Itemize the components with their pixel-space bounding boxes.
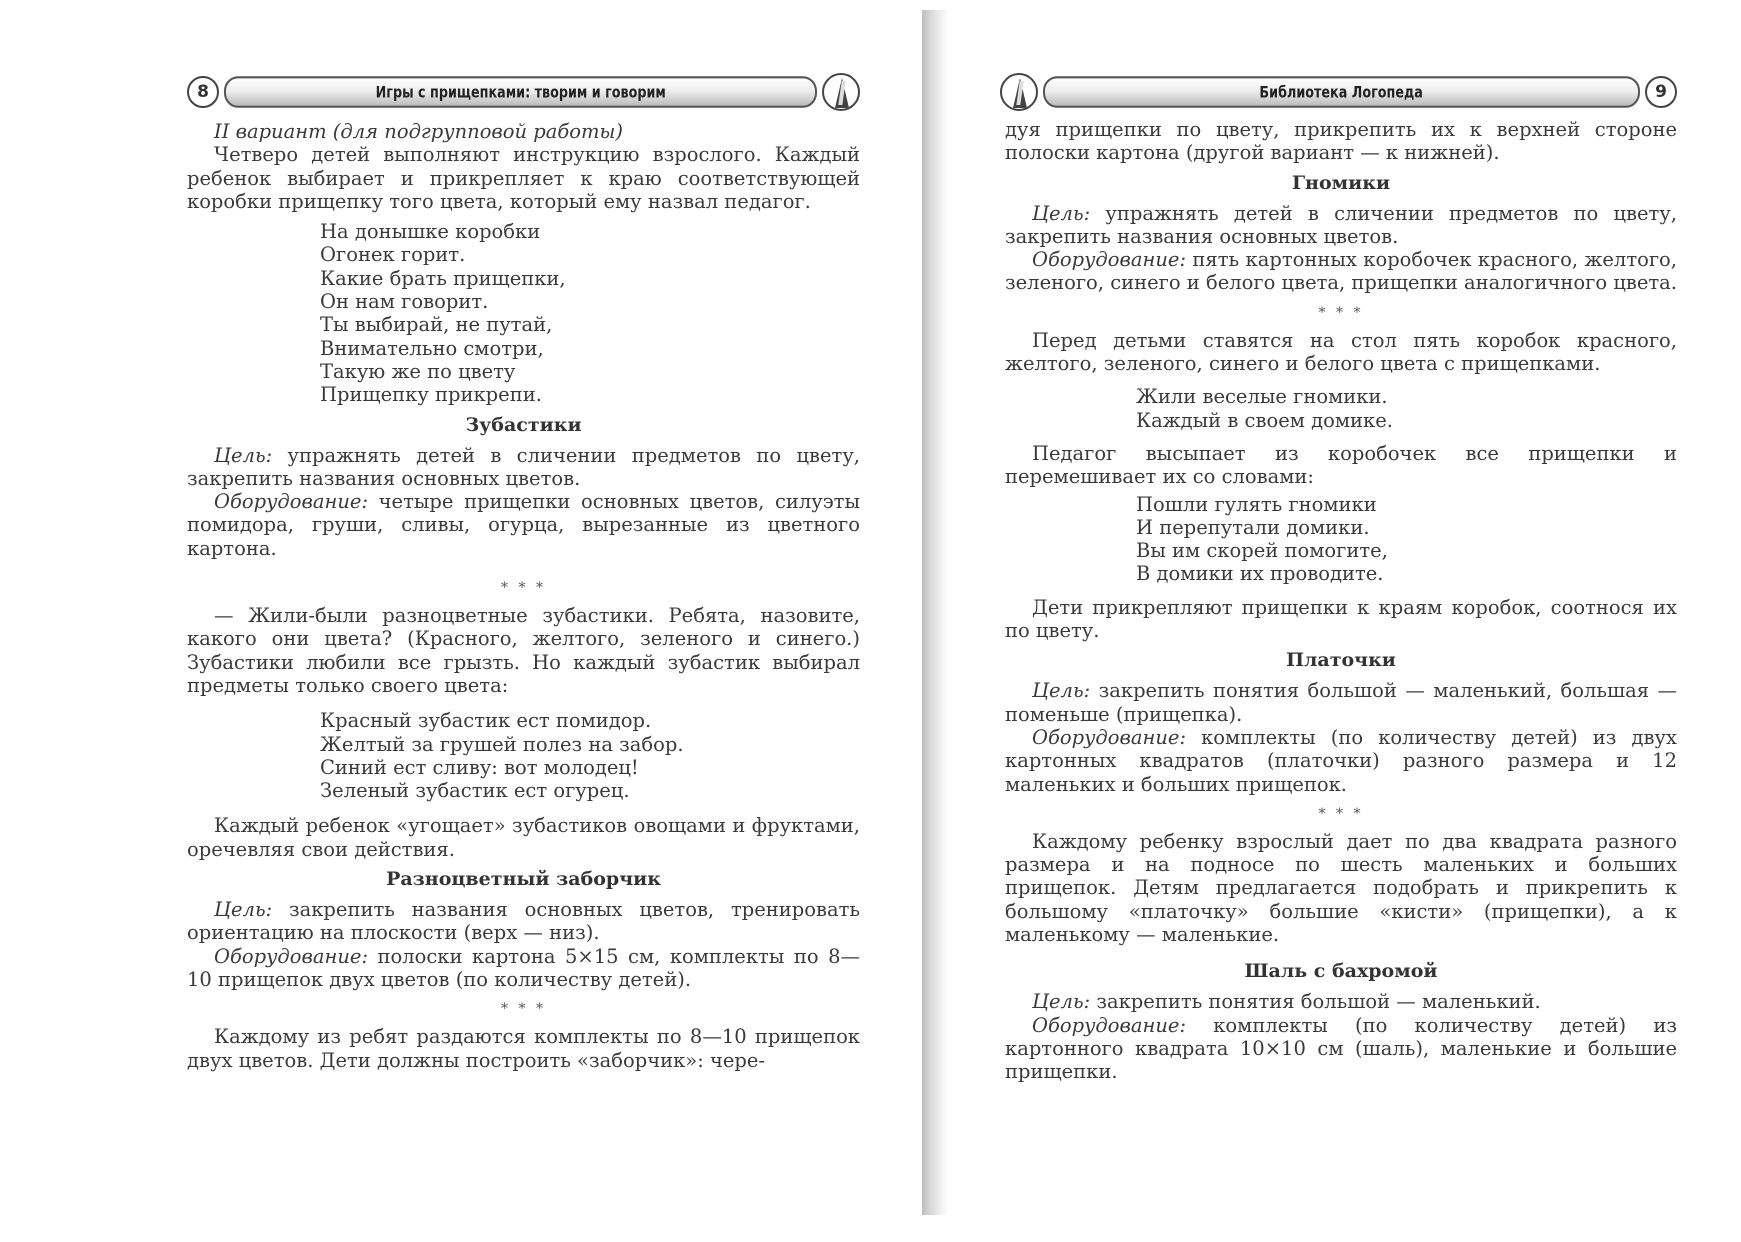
poem-line: Каждый в своем домике. bbox=[1136, 408, 1393, 432]
poem-line: Желтый за грушей полез на забор. bbox=[320, 732, 684, 756]
poem-line: Ты выбирай, не путай, bbox=[320, 313, 553, 337]
equipment-text: полоски картона 5×15 см, комплекты по 8—10 прищепок двух цветов (по количеству детей). bbox=[187, 944, 860, 991]
section-title: Платочки bbox=[1286, 649, 1396, 672]
equipment-text: четыре прищепки основных цветов, силуэты помидора, груши, сливы, огурца, вырезанные из цветного картона. bbox=[187, 490, 860, 560]
paragraph: Четверо детей выполняют инструкцию взрослого. Каждый ребенок выбирает и прикрепляет к краю соответствующей коробки прищепку того цвета, который ему назвал педагог. bbox=[187, 143, 860, 213]
poem-line: Пошли гулять гномики bbox=[1136, 492, 1377, 516]
poem-line: Жили веселые гномики. bbox=[1136, 385, 1388, 409]
section-title: Зубастики bbox=[465, 413, 582, 436]
poem bbox=[187, 220, 860, 406]
paragraph: Каждому из ребят раздаются комплекты по 8—10 прищепок двух цветов. Дети должны построить «заборчик»: чере- bbox=[187, 1025, 860, 1072]
equipment-paragraph bbox=[1005, 726, 1677, 796]
page-body bbox=[187, 120, 860, 1072]
goal-text: закрепить понятия большой — маленький. bbox=[1090, 990, 1541, 1014]
goal-paragraph bbox=[187, 444, 860, 491]
poem-line: Такую же по цвету bbox=[320, 359, 516, 383]
poem-line: Красный зубастик ест помидор. bbox=[320, 709, 652, 733]
separator: * * * bbox=[1318, 805, 1364, 822]
page-body bbox=[1005, 118, 1677, 1084]
equipment-label: Оборудование: bbox=[1032, 725, 1187, 749]
poem-line: И перепутали домики. bbox=[1136, 515, 1370, 539]
equipment-label: Оборудование: bbox=[1032, 248, 1187, 272]
goal-text: закрепить названия основных цветов, тренировать ориентацию на плоскости (верх — низ). bbox=[187, 898, 860, 945]
goal-label: Цель: bbox=[214, 443, 273, 467]
goal-paragraph bbox=[1005, 679, 1677, 726]
separator: * * * bbox=[1318, 304, 1364, 321]
goal-label: Цель: bbox=[1032, 201, 1091, 225]
equipment-text: пять картонных коробочек красного, желтого, зеленого, синего и белого цвета, прищепки аналогичного цвета. bbox=[1005, 248, 1677, 295]
goal-label: Цель: bbox=[1032, 679, 1091, 703]
equipment-text: комплекты (по количеству детей) из картонного квадрата 10×10 см (шаль), маленькие и большие прищепки. bbox=[1005, 1013, 1677, 1084]
header-title: Игры с прищепками: творим и говорим bbox=[375, 82, 666, 102]
goal-paragraph bbox=[1005, 990, 1677, 1013]
section-title: Гномики bbox=[1291, 171, 1391, 194]
goal-text: упражнять детей в сличении предметов по цвету, закрепить названия основных цветов. bbox=[1005, 201, 1677, 248]
section-title: Разноцветный заборчик bbox=[386, 868, 661, 891]
header-banner bbox=[1043, 76, 1640, 108]
poem bbox=[187, 709, 860, 802]
poem-line: Внимательно смотри, bbox=[320, 336, 544, 360]
equipment-text: комплекты (по количеству детей) из двух картонных квадратов (платочки) разного размера и 12 маленьких и больших прищепок. bbox=[1005, 725, 1677, 796]
equipment-paragraph bbox=[1005, 1014, 1677, 1084]
variant-heading: II вариант (для подгрупповой работы) bbox=[214, 120, 624, 143]
equipment-label: Оборудование: bbox=[1032, 1013, 1187, 1037]
paragraph: Дети прикрепляют прищепки к краям коробок, соотнося их по цвету. bbox=[1005, 595, 1677, 643]
paragraph: Педагог высыпает из коробочек все прищепки и перемешивает их со словами: bbox=[1005, 441, 1677, 489]
goal-text: упражнять детей в сличении предметов по цвету, закрепить названия основных цветов. bbox=[187, 443, 860, 490]
running-header bbox=[1000, 73, 1677, 111]
equipment-label: Оборудование: bbox=[214, 944, 369, 968]
poem-line: На донышке коробки bbox=[320, 220, 541, 244]
paragraph: — Жили-были разноцветные зубастики. Ребята, назовите, какого они цвета? (Красного, желтого, зеленого и синего.) Зубастики любили все грызть. Но каждый зубастик выбирал предметы только своего цвета: bbox=[187, 604, 860, 697]
poem-line: Синий ест сливу: вот молодец! bbox=[320, 755, 639, 779]
paragraph: Каждому ребенку взрослый дает по два квадрата разного размера и на подносе по шесть маленьких и больших прищепок. Детям предлагается подобрать и прикрепить к большому «платочку» большие «кисти» (прищепки), а к маленькому — маленькие. bbox=[1005, 829, 1677, 947]
running-header bbox=[187, 73, 860, 111]
header-title: Библиотека Логопеда bbox=[1259, 82, 1424, 102]
poem-line: В домики их проводите. bbox=[1136, 562, 1384, 586]
equipment-paragraph bbox=[187, 945, 860, 992]
poem bbox=[1005, 385, 1677, 432]
goal-label: Цель: bbox=[214, 898, 273, 922]
equipment-label: Оборудование: bbox=[214, 490, 369, 514]
paragraph: Каждый ребенок «угощает» зубастиков овощами и фруктами, оречевляя свои действия. bbox=[187, 814, 860, 861]
page-number: 9 bbox=[1645, 76, 1677, 108]
paragraph: дуя прищепки по цвету, прикрепить их к верхней стороне полоски картона (другой вариант — к нижней). bbox=[1005, 118, 1677, 165]
section-title: Шаль с бахромой bbox=[1244, 960, 1438, 983]
equipment-paragraph bbox=[187, 490, 860, 560]
poem-line: Вы им скорей помогите, bbox=[1136, 539, 1388, 563]
equipment-paragraph bbox=[1005, 248, 1677, 295]
poem-line: Зеленый зубастик ест огурец. bbox=[320, 779, 630, 803]
publisher-logo-icon bbox=[822, 73, 860, 111]
header-banner bbox=[224, 76, 817, 108]
publisher-logo-icon bbox=[1000, 73, 1038, 111]
goal-label: Цель: bbox=[1032, 990, 1091, 1014]
goal-text: закрепить понятия большой — маленький, большая — поменьше (прищепка). bbox=[1005, 679, 1677, 726]
poem-line: Какие брать прищепки, bbox=[320, 266, 566, 290]
poem-line: Прищепку прикрепи. bbox=[320, 383, 542, 407]
goal-paragraph bbox=[187, 898, 860, 945]
poem-line: Огонек горит. bbox=[320, 243, 466, 267]
separator: * * * bbox=[501, 1001, 546, 1018]
poem bbox=[1005, 493, 1677, 586]
poem-line: Он нам говорит. bbox=[320, 290, 489, 314]
separator: * * * bbox=[501, 580, 546, 597]
page-number: 8 bbox=[187, 76, 219, 108]
book-spine-shadow bbox=[922, 10, 948, 1215]
goal-paragraph bbox=[1005, 202, 1677, 249]
paragraph: Перед детьми ставятся на стол пять коробок красного, желтого, зеленого, синего и белого цвета с прищепками. bbox=[1005, 328, 1677, 376]
